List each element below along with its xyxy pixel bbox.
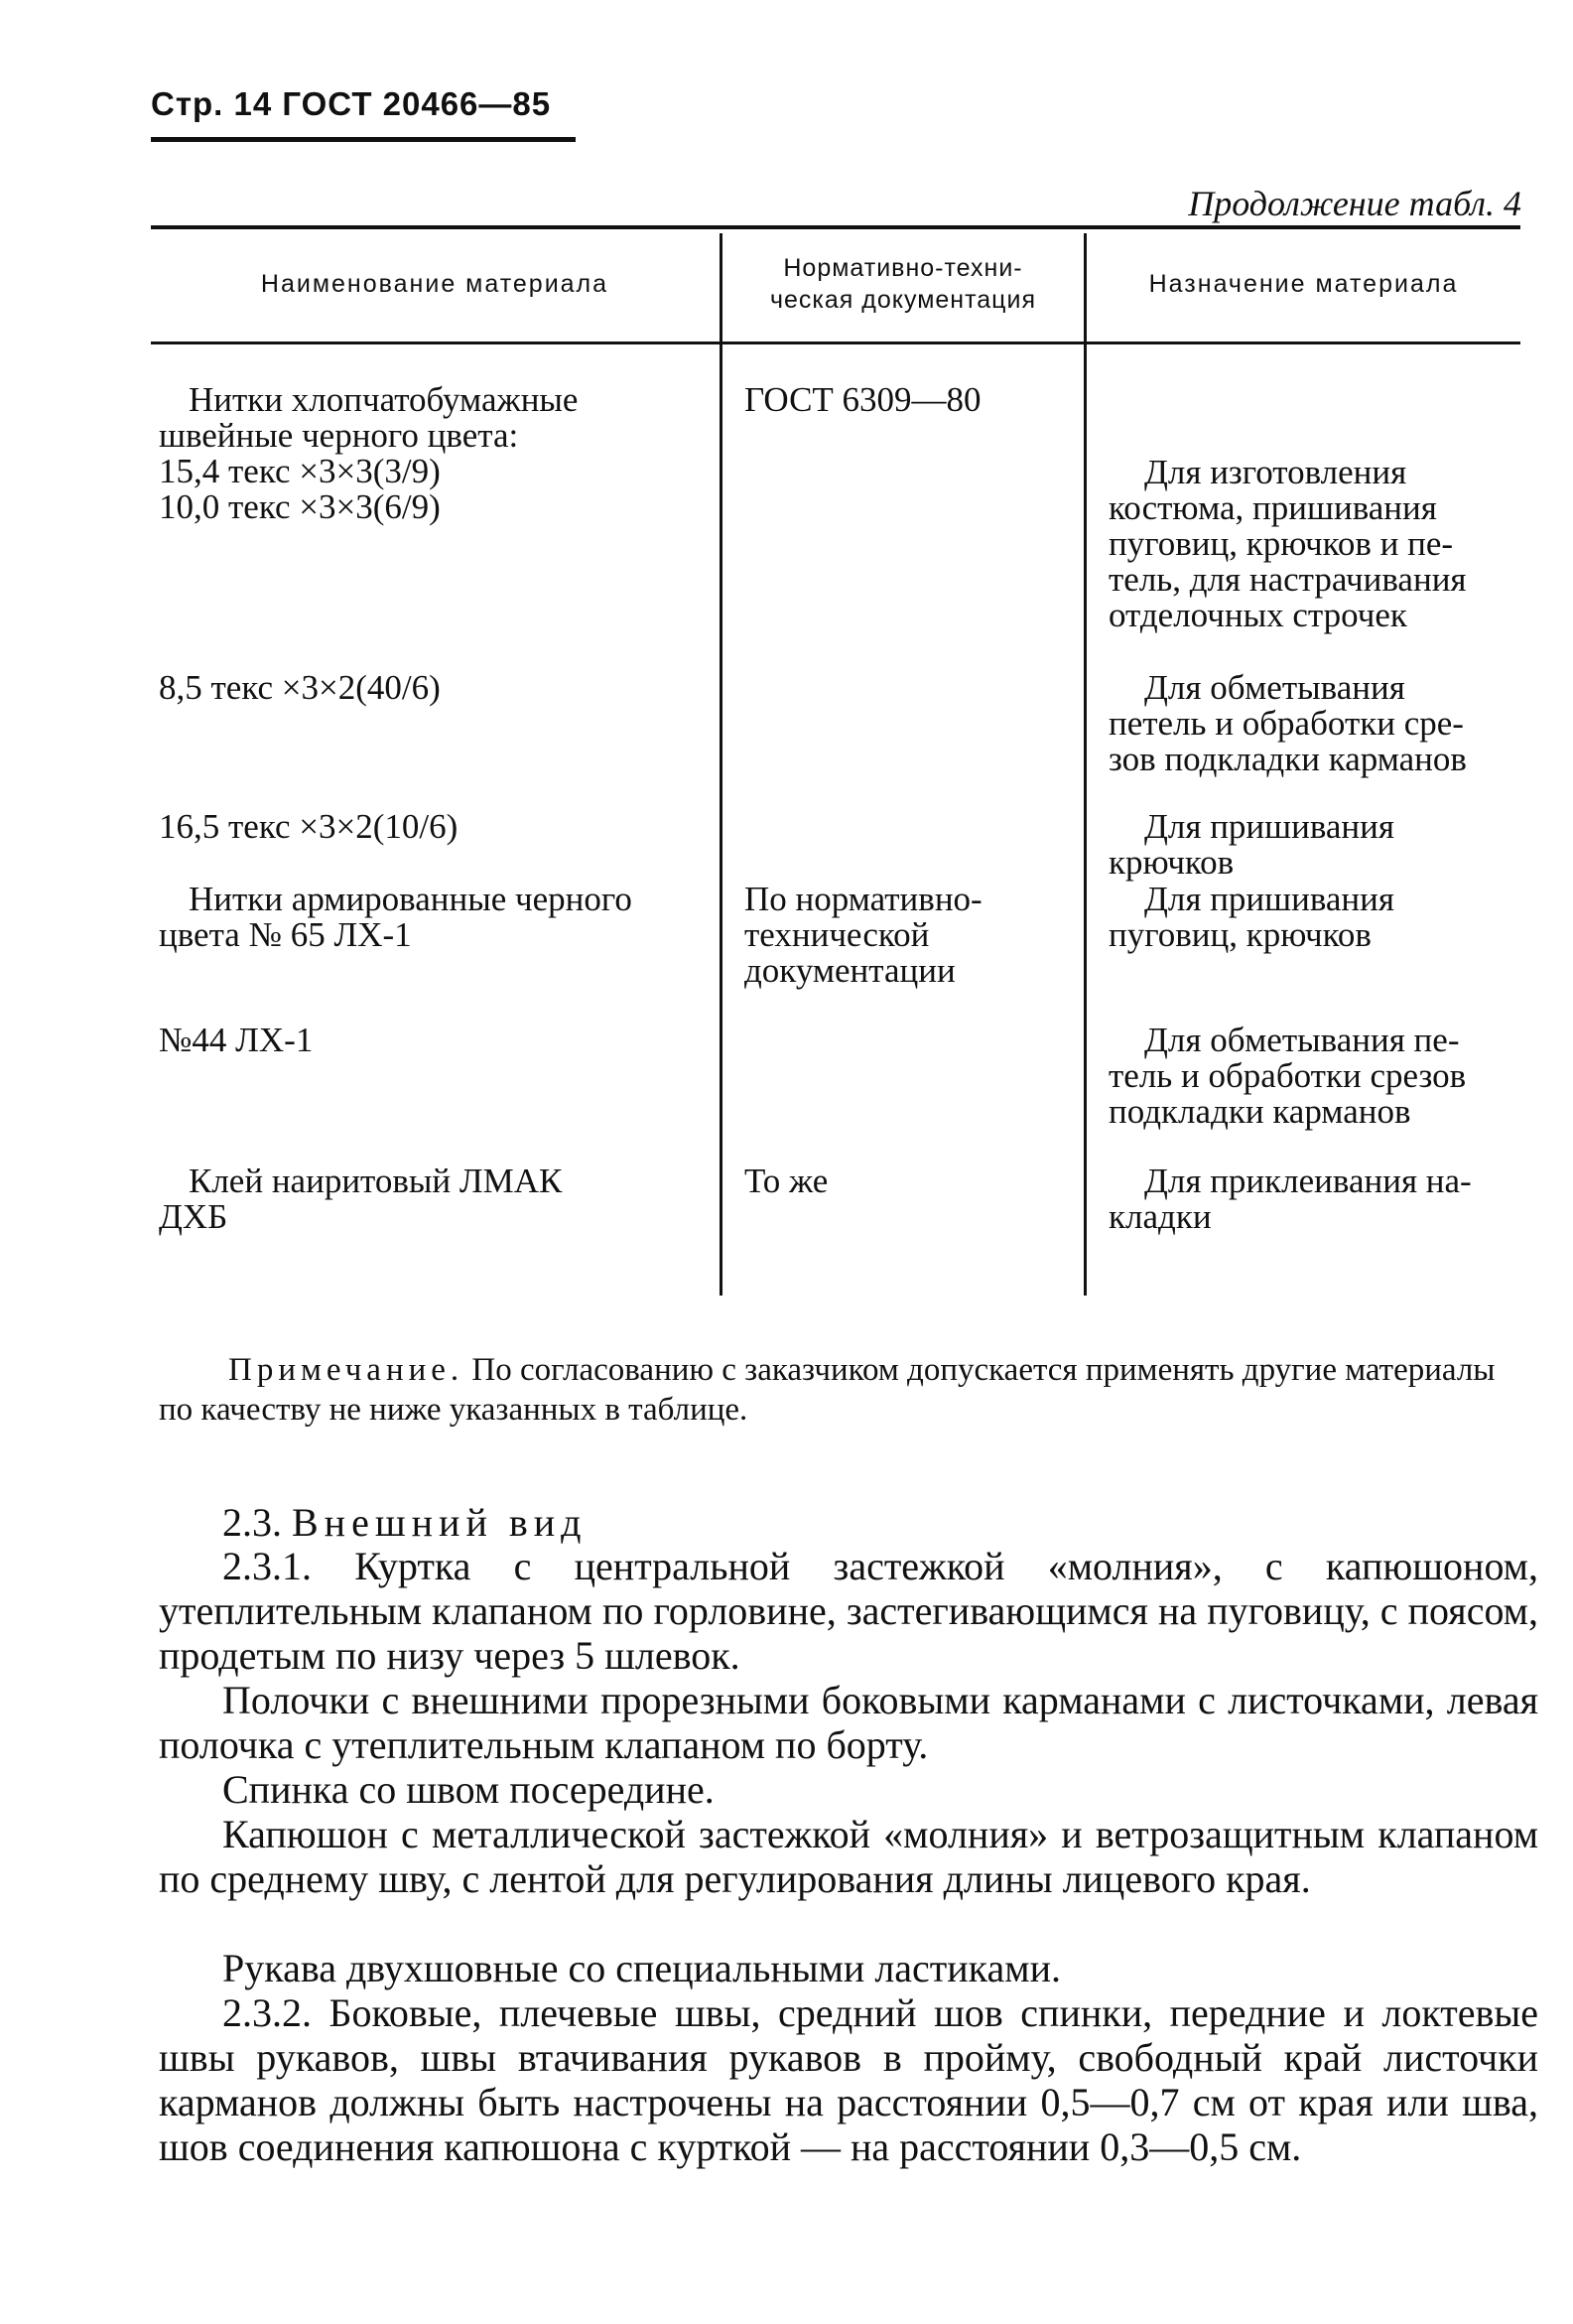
table-row-6-name — [159, 1163, 562, 1235]
table-row-3-name — [159, 809, 458, 845]
table-continuation-label: Продолжение табл. 4 — [1188, 184, 1521, 223]
cell-line: пуговиц, крючков и пе- — [1109, 524, 1454, 563]
cell-line: 8,5 текс ×3×2(40/6) — [159, 668, 441, 707]
cell-line: тель, для настрачивания — [1109, 560, 1467, 599]
paragraph-shelves: Полочки с внешними прорезными боковыми карманами с листочками, левая полочка с утеплительным клапаном по борту. — [159, 1678, 1538, 1767]
table-row-1-purpose — [1109, 455, 1467, 633]
cell-line: ГОСТ 6309—80 — [744, 380, 982, 419]
table-row-1-name — [159, 382, 578, 525]
cell-line: Для пришивания — [1144, 880, 1394, 918]
table-row-3-purpose — [1109, 809, 1394, 881]
cell-line: Для обметывания пе- — [1144, 1021, 1460, 1059]
cell-line: Для обметывания — [1144, 668, 1405, 707]
column-header-purpose: Назначение материала — [1148, 270, 1459, 298]
header-rule — [151, 137, 576, 142]
cell-line: документации — [744, 951, 956, 990]
table-row-2-name — [159, 670, 441, 706]
cell-line: крючков — [1109, 843, 1235, 882]
table-row-4-purpose — [1109, 882, 1394, 953]
cell-line: ДХБ — [159, 1197, 228, 1236]
table-row-4-doc — [744, 882, 983, 989]
cell-line: пуговиц, крючков — [1109, 915, 1372, 954]
cell-line: зов подкладки карманов — [1109, 740, 1467, 778]
column-header-doc — [722, 252, 1084, 316]
note-text: По согласованию с заказчиком допускается применять другие материалы по качеству не ниже указанных в таблице. — [159, 1352, 1496, 1428]
column-header-name: Наименование материала — [260, 270, 609, 298]
table-top-rule — [151, 225, 1520, 229]
cell-line: Для изготовления — [1144, 453, 1407, 491]
cell-line: подкладки карманов — [1109, 1092, 1411, 1131]
column-header-doc-line2: ческая документация — [769, 286, 1037, 314]
paragraph-2-3-2: 2.3.2. Боковые, плечевые швы, средний шов спинки, передние и локтевые швы рукавов, швы втачивания рукавов в пройму, свободный край листочки карманов должны быть настрочены на расстоянии 0,5—0,7 см от края или шва, шов соединения капюшона с курткой — на расстоянии 0,3—0,5 см. — [159, 1990, 1538, 2169]
column-divider-1 — [720, 233, 722, 1296]
section-number: 2.3. — [222, 1500, 282, 1545]
column-divider-2 — [1084, 233, 1087, 1296]
cell-line: №44 ЛХ-1 — [159, 1021, 314, 1059]
paragraph-hood: Капюшон с металлической застежкой «молния» и ветрозащитным клапаном по среднему шву, с лентой для регулирования длины лицевого края. — [159, 1812, 1538, 1901]
table-row-4-name — [159, 882, 632, 953]
cell-line: цвета № 65 ЛХ-1 — [159, 915, 412, 954]
paragraph-back: Спинка со швом посередине. — [222, 1767, 715, 1812]
cell-line: Нитки хлопчатобумажные — [189, 380, 579, 419]
column-header-doc-line1: Нормативно-техни- — [783, 254, 1023, 282]
cell-line: 16,5 текс ×3×2(10/6) — [159, 807, 459, 846]
table-row-5-name — [159, 1023, 313, 1058]
cell-line: Нитки армированные черного — [189, 880, 632, 918]
cell-line: Для пришивания — [1144, 807, 1394, 846]
cell-line: костюма, пришивания — [1109, 488, 1437, 527]
note-label: Примечание. — [228, 1352, 464, 1388]
cell-line: То же — [744, 1162, 829, 1200]
cell-line: По нормативно- — [744, 880, 983, 918]
table-header-rule — [151, 342, 1520, 344]
paragraph-2-3-1: 2.3.1. Куртка с центральной застежкой «молния», с капюшоном, утеплительным клапаном по горловине, застегивающимся на пуговицу, с поясом, продетым по низу через 5 шлевок. — [159, 1544, 1538, 1678]
table-row-5-purpose — [1109, 1023, 1466, 1130]
cell-line: Для приклеивания на- — [1144, 1162, 1472, 1200]
cell-line: петель и обработки сре- — [1109, 704, 1464, 743]
cell-line: отделочных строчек — [1109, 596, 1407, 634]
cell-line: швейные черного цвета: — [159, 416, 519, 455]
section-title-text: Внешний вид — [292, 1500, 588, 1545]
table-row-2-purpose — [1109, 670, 1467, 777]
table-row-6-doc — [744, 1163, 828, 1199]
cell-line: технической — [744, 915, 930, 954]
paragraph-sleeves: Рукава двухшовные со специальными ластиками. — [222, 1946, 1061, 1990]
cell-line: 10,0 текс ×3×3(6/9) — [159, 487, 441, 526]
cell-line: Клей наиритовый ЛМАК — [189, 1162, 563, 1200]
table-note — [159, 1350, 1528, 1430]
cell-line: кладки — [1109, 1197, 1212, 1236]
table-row-6-purpose — [1109, 1163, 1472, 1235]
cell-line: 15,4 текс ×3×3(3/9) — [159, 452, 441, 490]
section-title — [222, 1499, 588, 1546]
page-header: Стр. 14 ГОСТ 20466—85 — [151, 85, 552, 122]
cell-line: тель и обработки срезов — [1109, 1056, 1467, 1095]
table-row-1-doc — [744, 382, 982, 418]
